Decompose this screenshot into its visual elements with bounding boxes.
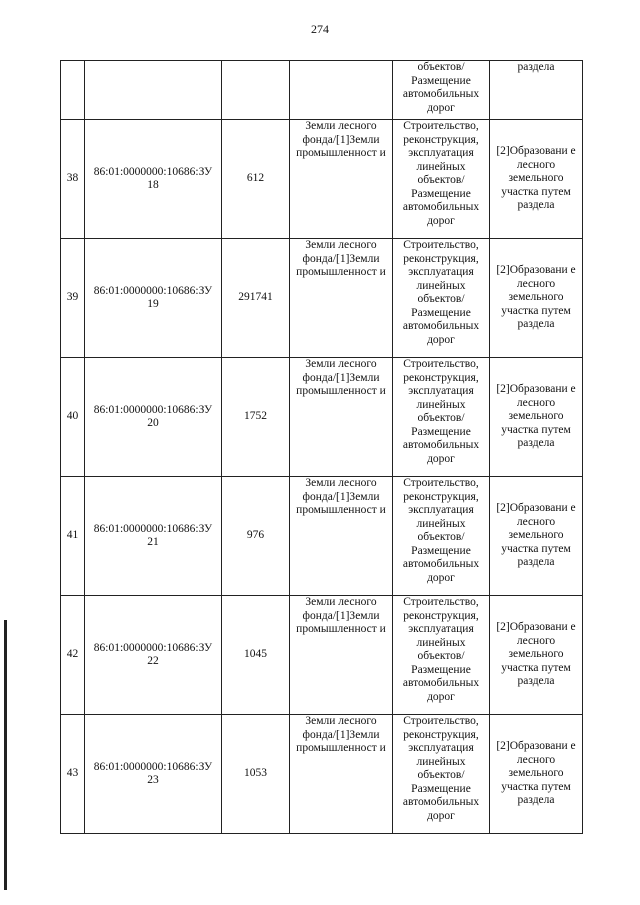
row-number-cell: 38 [61,120,85,239]
row-number-cell: 41 [61,477,85,596]
formation-method-cell: [2]Образовани е лесного земельного участка путем раздела [490,477,583,596]
cadastral-number-part1: 86:01:0000000:10686:ЗУ [93,284,213,297]
area-cell: 976 [222,477,290,596]
cadastral-number-cell [85,477,222,596]
cadastral-number-cell [85,120,222,239]
permitted-use-cell: Строительство, реконструкция, эксплуатация линейных объектов/ Размещение автомобильных дорог [393,120,490,239]
cadastral-number-part1: 86:01:0000000:10686:ЗУ [93,641,213,654]
table-row-continued [61,61,583,120]
permitted-use-cell: Строительство, реконструкция, эксплуатация линейных объектов/ Размещение автомобильных дорог [393,596,490,715]
row-number-cell: 43 [61,715,85,834]
table-row [61,477,583,596]
land-plots-table-body [61,61,583,834]
land-category-cell: Земли лесного фонда/[1]Земли промышленност и [290,239,393,358]
row-number-cell [61,61,85,120]
formation-method-cell: [2]Образовани е лесного земельного участка путем раздела [490,358,583,477]
area-cell: 612 [222,120,290,239]
page-number: 274 [311,22,329,36]
cadastral-number-cell [85,61,222,120]
cadastral-number-part2: 18 [147,179,159,191]
permitted-use-cell: объектов/ Размещение автомобильных дорог [393,61,490,120]
cadastral-number-part1: 86:01:0000000:10686:ЗУ [93,760,213,773]
table-row [61,358,583,477]
formation-method-cell: [2]Образовани е лесного земельного участка путем раздела [490,120,583,239]
table-row [61,715,583,834]
cadastral-number-cell [85,715,222,834]
cadastral-number-part2: 22 [147,655,159,667]
row-number-cell: 42 [61,596,85,715]
cadastral-number-part1: 86:01:0000000:10686:ЗУ [93,165,213,178]
area-cell [222,61,290,120]
area-cell: 1053 [222,715,290,834]
table-row [61,596,583,715]
cadastral-number-part2: 23 [147,774,159,786]
permitted-use-cell: Строительство, реконструкция, эксплуатация линейных объектов/ Размещение автомобильных дорог [393,715,490,834]
cadastral-number-cell [85,358,222,477]
permitted-use-cell: Строительство, реконструкция, эксплуатация линейных объектов/ Размещение автомобильных дорог [393,477,490,596]
permitted-use-cell: Строительство, реконструкция, эксплуатация линейных объектов/ Размещение автомобильных дорог [393,358,490,477]
cadastral-number-part1: 86:01:0000000:10686:ЗУ [93,522,213,535]
cadastral-number-part2: 21 [147,536,159,548]
cadastral-number-part1: 86:01:0000000:10686:ЗУ [93,403,213,416]
formation-method-cell: [2]Образовани е лесного земельного участка путем раздела [490,596,583,715]
land-plots-table [60,60,583,834]
land-category-cell: Земли лесного фонда/[1]Земли промышленност и [290,477,393,596]
margin-bar [4,620,7,890]
table-row [61,120,583,239]
row-number-cell: 40 [61,358,85,477]
row-number-cell: 39 [61,239,85,358]
area-cell: 1045 [222,596,290,715]
land-category-cell [290,61,393,120]
formation-method-cell: [2]Образовани е лесного земельного участка путем раздела [490,715,583,834]
formation-method-cell: раздела [490,61,583,120]
cadastral-number-cell [85,596,222,715]
table-row [61,239,583,358]
area-cell: 291741 [222,239,290,358]
cadastral-number-cell [85,239,222,358]
permitted-use-cell: Строительство, реконструкция, эксплуатация линейных объектов/ Размещение автомобильных дорог [393,239,490,358]
land-category-cell: Земли лесного фонда/[1]Земли промышленност и [290,120,393,239]
land-category-cell: Земли лесного фонда/[1]Земли промышленност и [290,596,393,715]
cadastral-number-part2: 20 [147,417,159,429]
formation-method-cell: [2]Образовани е лесного земельного участка путем раздела [490,239,583,358]
land-category-cell: Земли лесного фонда/[1]Земли промышленност и [290,715,393,834]
land-category-cell: Земли лесного фонда/[1]Земли промышленност и [290,358,393,477]
area-cell: 1752 [222,358,290,477]
cadastral-number-part2: 19 [147,298,159,310]
